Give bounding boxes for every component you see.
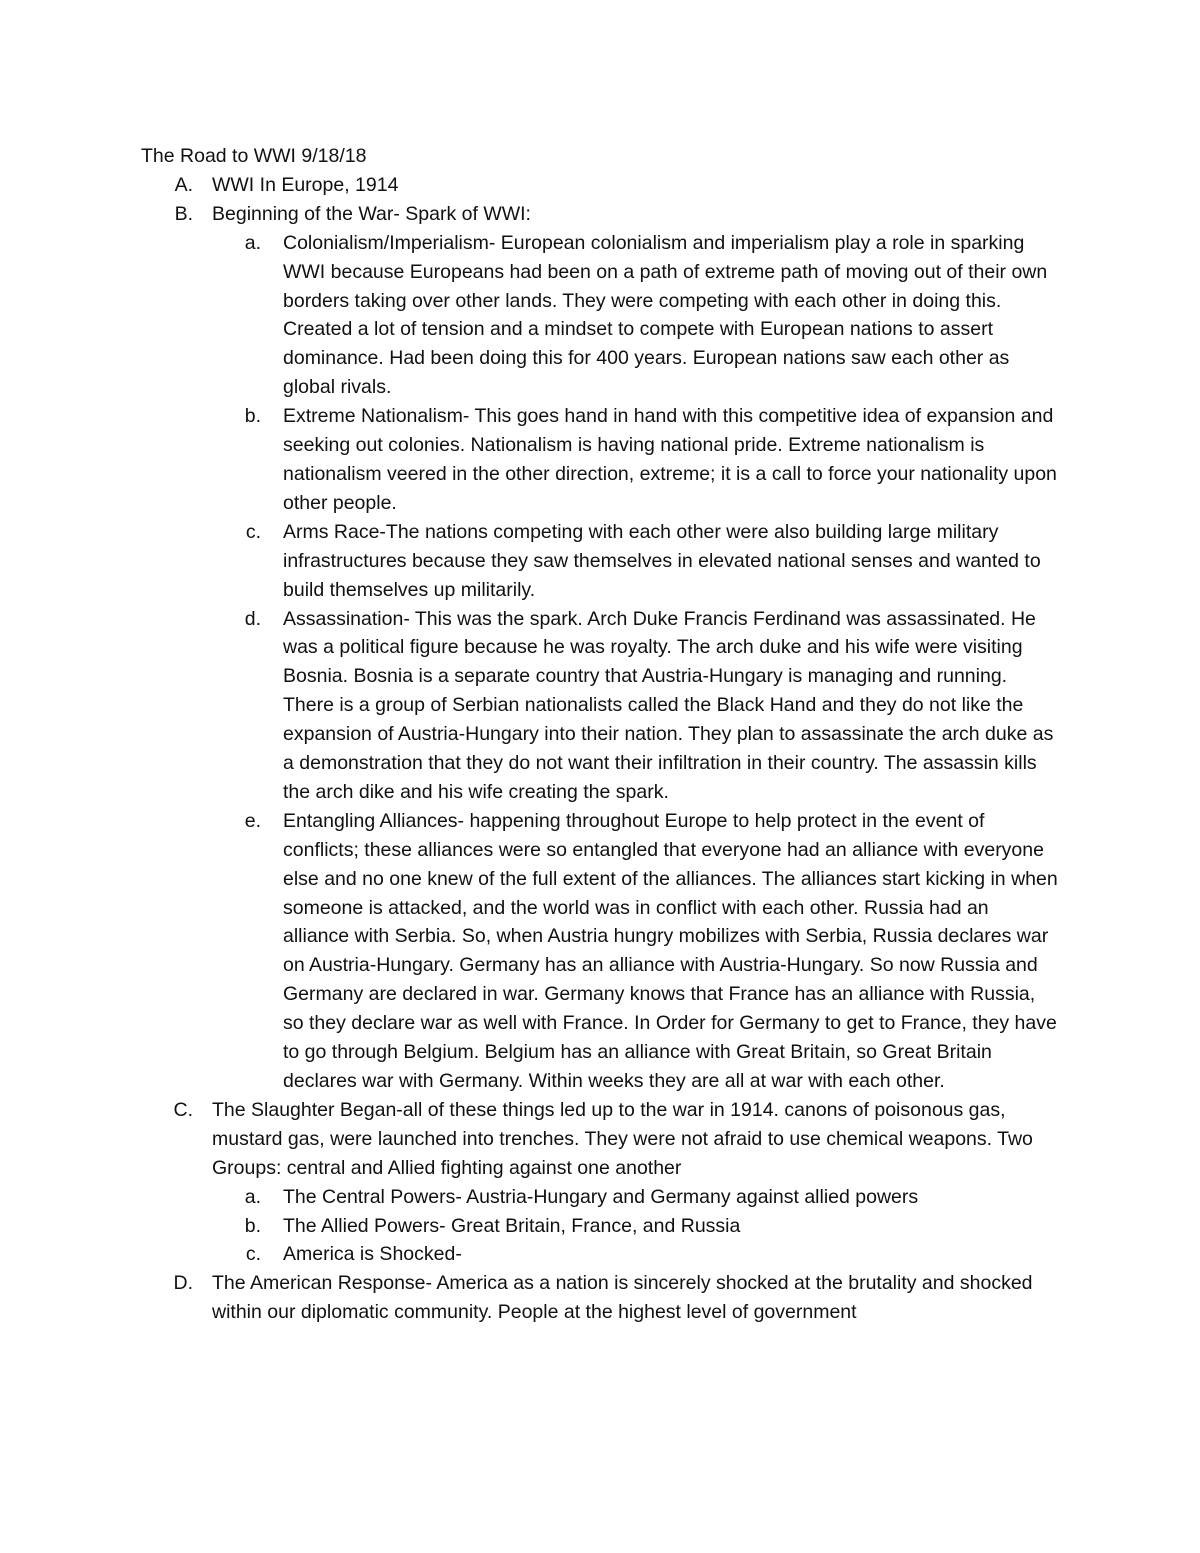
- outline-item-b: [141, 200, 1071, 229]
- outline-marker: D.: [173, 1272, 193, 1295]
- sub-text: America is Shocked-: [283, 1243, 462, 1266]
- page-title: The Road to WWI 9/18/18: [141, 145, 367, 167]
- sub-marker: b.: [244, 405, 261, 428]
- sub-text: Extreme Nationalism- This goes hand in hand with this competitive idea of expansion and seeking out colonies. Nationalism is having national pride. Extreme nationalism is nationalism veered in the other direction, extreme; it is a call to force your nationality upon other people.: [283, 405, 1057, 514]
- sub-text: The Central Powers- Austria-Hungary and Germany against allied powers: [283, 1185, 919, 1208]
- sub-marker: a.: [244, 1185, 261, 1208]
- sub-item-c-b: [141, 1212, 1071, 1241]
- outline-marker: A.: [174, 173, 193, 196]
- sub-item-b-d: [141, 605, 1071, 807]
- outline-text: WWI In Europe, 1914: [212, 173, 399, 196]
- outline-text: Beginning of the War- Spark of WWI:: [212, 202, 531, 225]
- outline-item-a: [141, 171, 1071, 200]
- outline-marker: C.: [173, 1098, 193, 1121]
- outline-text: The American Response- America as a nation is sincerely shocked at the brutality and shocked within our diplomatic community. People at the highest level of government: [212, 1272, 1033, 1324]
- notes-content: [141, 142, 1071, 1327]
- outline-text: The Slaughter Began-all of these things led up to the war in 1914. canons of poisonous gas, mustard gas, were launched into trenches. They were not afraid to use chemical weapons. Two Groups: central and Allied fighting against one another: [212, 1098, 1033, 1179]
- sub-marker: c.: [245, 520, 261, 543]
- sub-marker: a.: [244, 231, 261, 254]
- sub-text: Assassination- This was the spark. Arch Duke Francis Ferdinand was assassinated. He was a political figure because he was royalty. The arch duke and his wife were visiting Bosnia. Bosnia is a separate country that Austria-Hungary is managing and running. There is a group of Serbian nationalists called the Black Hand and they do not like the expansion of Austria-Hungary into their nation. They plan to assassinate the arch duke as a demonstration that they do not want their infiltration in their country. The assassin kills the arch dike and his wife creating the spark.: [283, 607, 1054, 803]
- sub-item-b-e: [141, 807, 1071, 1096]
- outline-marker: B.: [174, 202, 193, 225]
- sub-item-b-c: [141, 518, 1071, 605]
- outline-item-c: [141, 1096, 1071, 1183]
- sub-text: The Allied Powers- Great Britain, France, and Russia: [283, 1214, 741, 1237]
- outline-item-d: [141, 1269, 1071, 1327]
- sub-marker: b.: [244, 1214, 261, 1237]
- sub-item-c-a: [141, 1183, 1071, 1212]
- sub-item-c-c: [141, 1240, 1071, 1269]
- sub-text: Colonialism/Imperialism- European colonialism and imperialism play a role in sparking WWI because Europeans had been on a path of extreme path of moving out of their own borders taking over other lands. They were competing with each other in doing this. Created a lot of tension and a mindset to compete with European nations to assert dominance. Had been doing this for 400 years. European nations saw each other as global rivals.: [283, 231, 1048, 399]
- sub-item-b-a: [141, 229, 1071, 402]
- sub-marker: c.: [245, 1243, 261, 1266]
- sub-marker: d.: [244, 607, 261, 630]
- sub-text: Entangling Alliances- happening throughout Europe to help protect in the event of conflicts; these alliances were so entangled that everyone had an alliance with everyone else and no one knew of the full extent of the alliances. The alliances start kicking in when someone is attacked, and the world was in conflict with each other. Russia had an alliance with Serbia. So, when Austria hungry mobilizes with Serbia, Russia declares war on Austria-Hungary. Germany has an alliance with Austria-Hungary. So now Russia and Germany are declared in war. Germany knows that France has an alliance with Russia, so they declare war as well with France. In Order for Germany to get to France, they have to go through Belgium. Belgium has an alliance with Great Britain, so Great Britain declares war with Germany. Within weeks they are all at war with each other.: [283, 809, 1058, 1092]
- sub-text: Arms Race-The nations competing with each other were also building large military infrastructures because they saw themselves in elevated national senses and wanted to build themselves up militarily.: [283, 520, 1041, 601]
- sub-item-b-b: [141, 402, 1071, 518]
- sub-marker: e.: [244, 809, 261, 832]
